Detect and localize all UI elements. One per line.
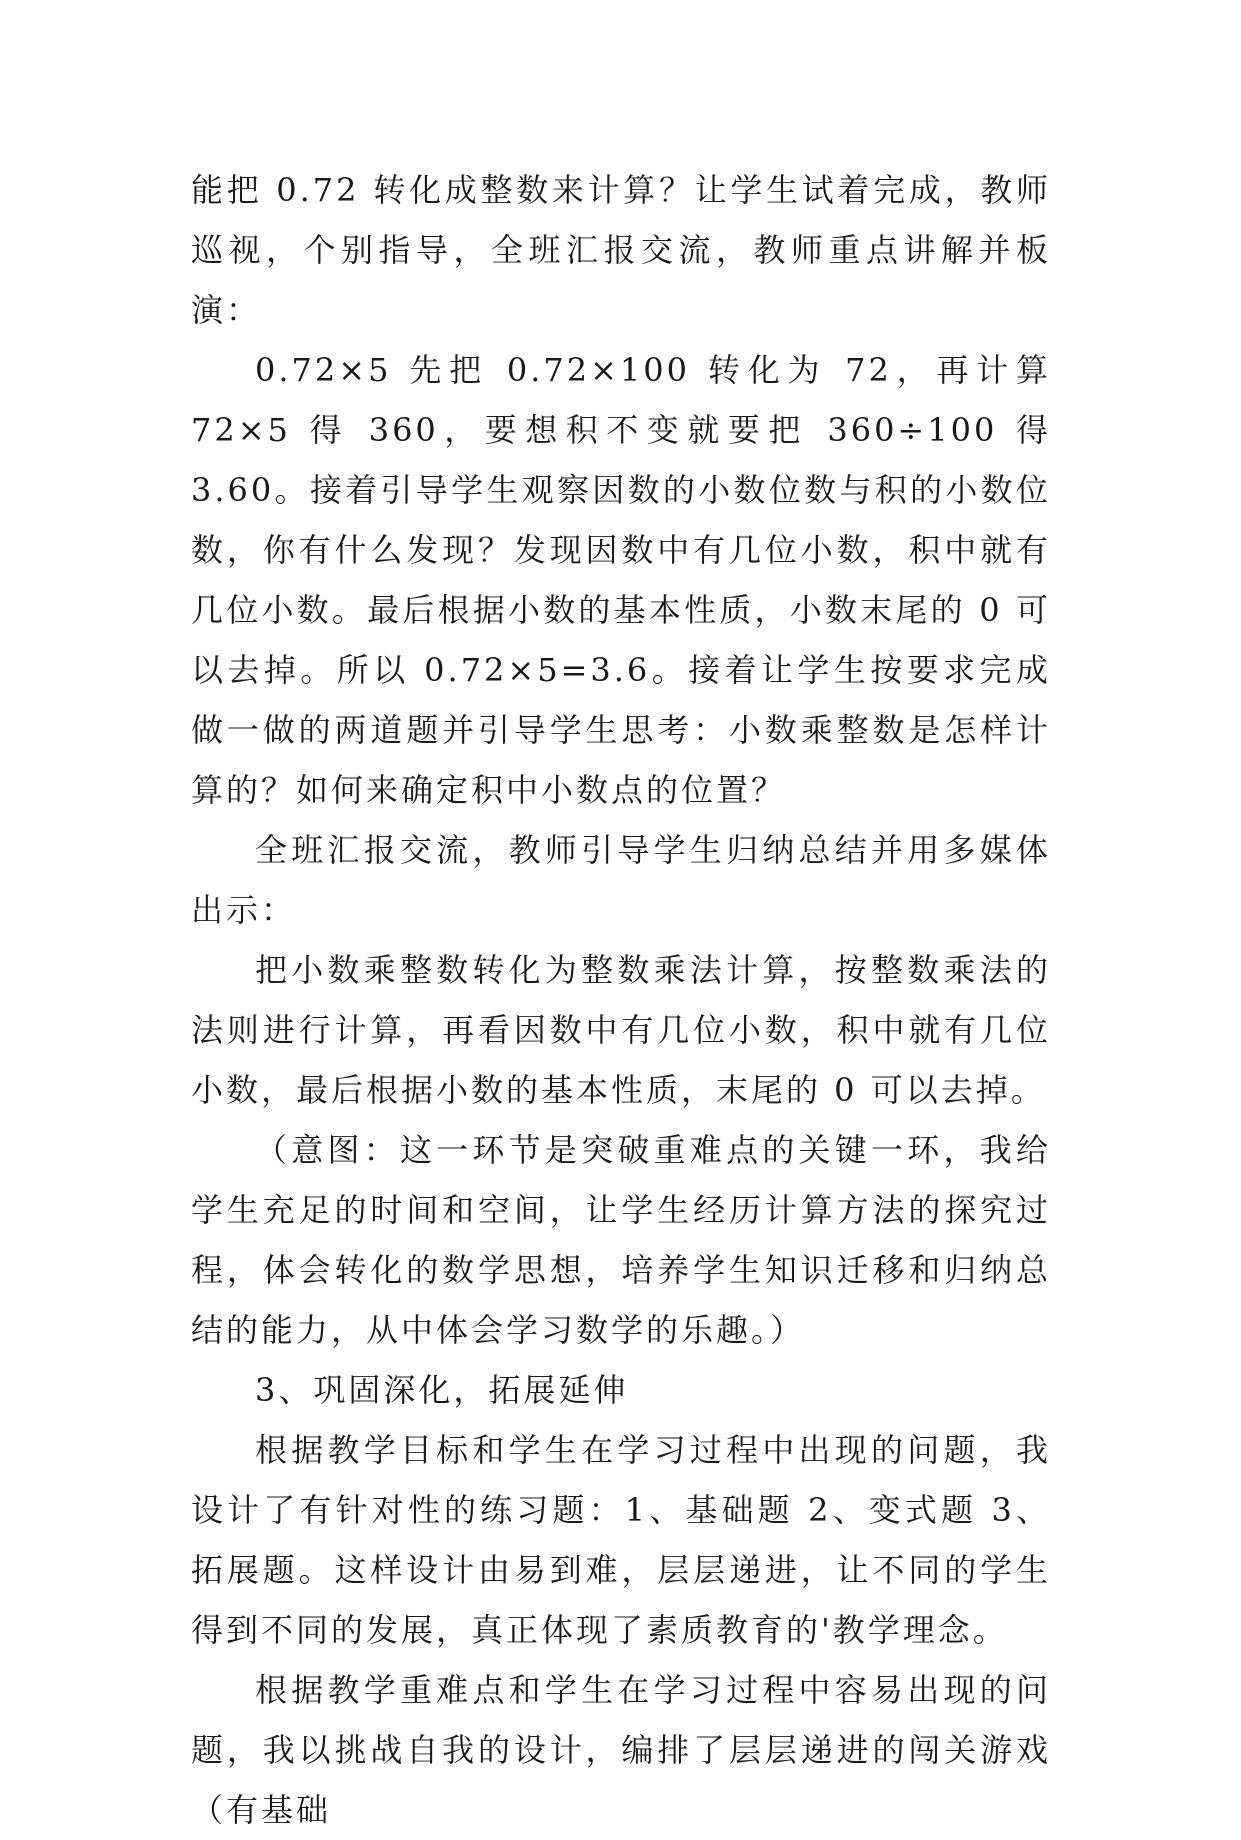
section-heading: 3、巩固深化，拓展延伸 — [255, 1371, 629, 1409]
paragraph-exercise-design: 根据教学目标和学生在学习过程中出现的问题，我设计了有针对性的练习题：1、基础题 2、变式题 3、拓展题。这样设计由易到难，层层递进，让不同的学生得到不同的发展，真正体现了素质教育的'教学理念。 — [191, 1431, 1051, 1649]
paragraph-class-report: 全班汇报交流，教师引导学生归纳总结并用多媒体出示： — [191, 831, 1051, 929]
document-body — [191, 160, 1051, 1840]
paragraph-calculation-example: 0.72×5 先把 0.72×100 转化为 72，再计算 72×5 得 360，要想积不变就要把 360÷100 得 3.60。接着引导学生观察因数的小数位数与积的小数位数，你有什么发现？发现因数中有几位小数，积中就有几位小数。最后根据小数的基本性质，小数末尾的 0 可以去掉。所以 0.72×5=3.6。接着让学生按要求完成做一做的两道题并引导学生思考：小数乘整数是怎样计算的？如何来确定积中小数点的位置？ — [191, 351, 1051, 809]
paragraph-intent-note: （意图：这一环节是突破重难点的关键一环，我给学生充足的时间和空间，让学生经历计算方法的探究过程，体会转化的数学思想，培养学生知识迁移和归纳总结的能力，从中体会学习数学的乐趣。） — [191, 1131, 1051, 1349]
paragraph-rule-summary: 把小数乘整数转化为整数乘法计算，按整数乘法的法则进行计算，再看因数中有几位小数，积中就有几位小数，最后根据小数的基本性质，末尾的 0 可以去掉。 — [191, 951, 1051, 1109]
paragraph-continuation: 能把 0.72 转化成整数来计算？让学生试着完成，教师巡视，个别指导，全班汇报交流，教师重点讲解并板演： — [191, 171, 1051, 329]
paragraph-challenge-game: 根据教学重难点和学生在学习过程中容易出现的问题，我以挑战自我的设计，编排了层层递进的闯关游戏（有基础 — [191, 1671, 1051, 1829]
